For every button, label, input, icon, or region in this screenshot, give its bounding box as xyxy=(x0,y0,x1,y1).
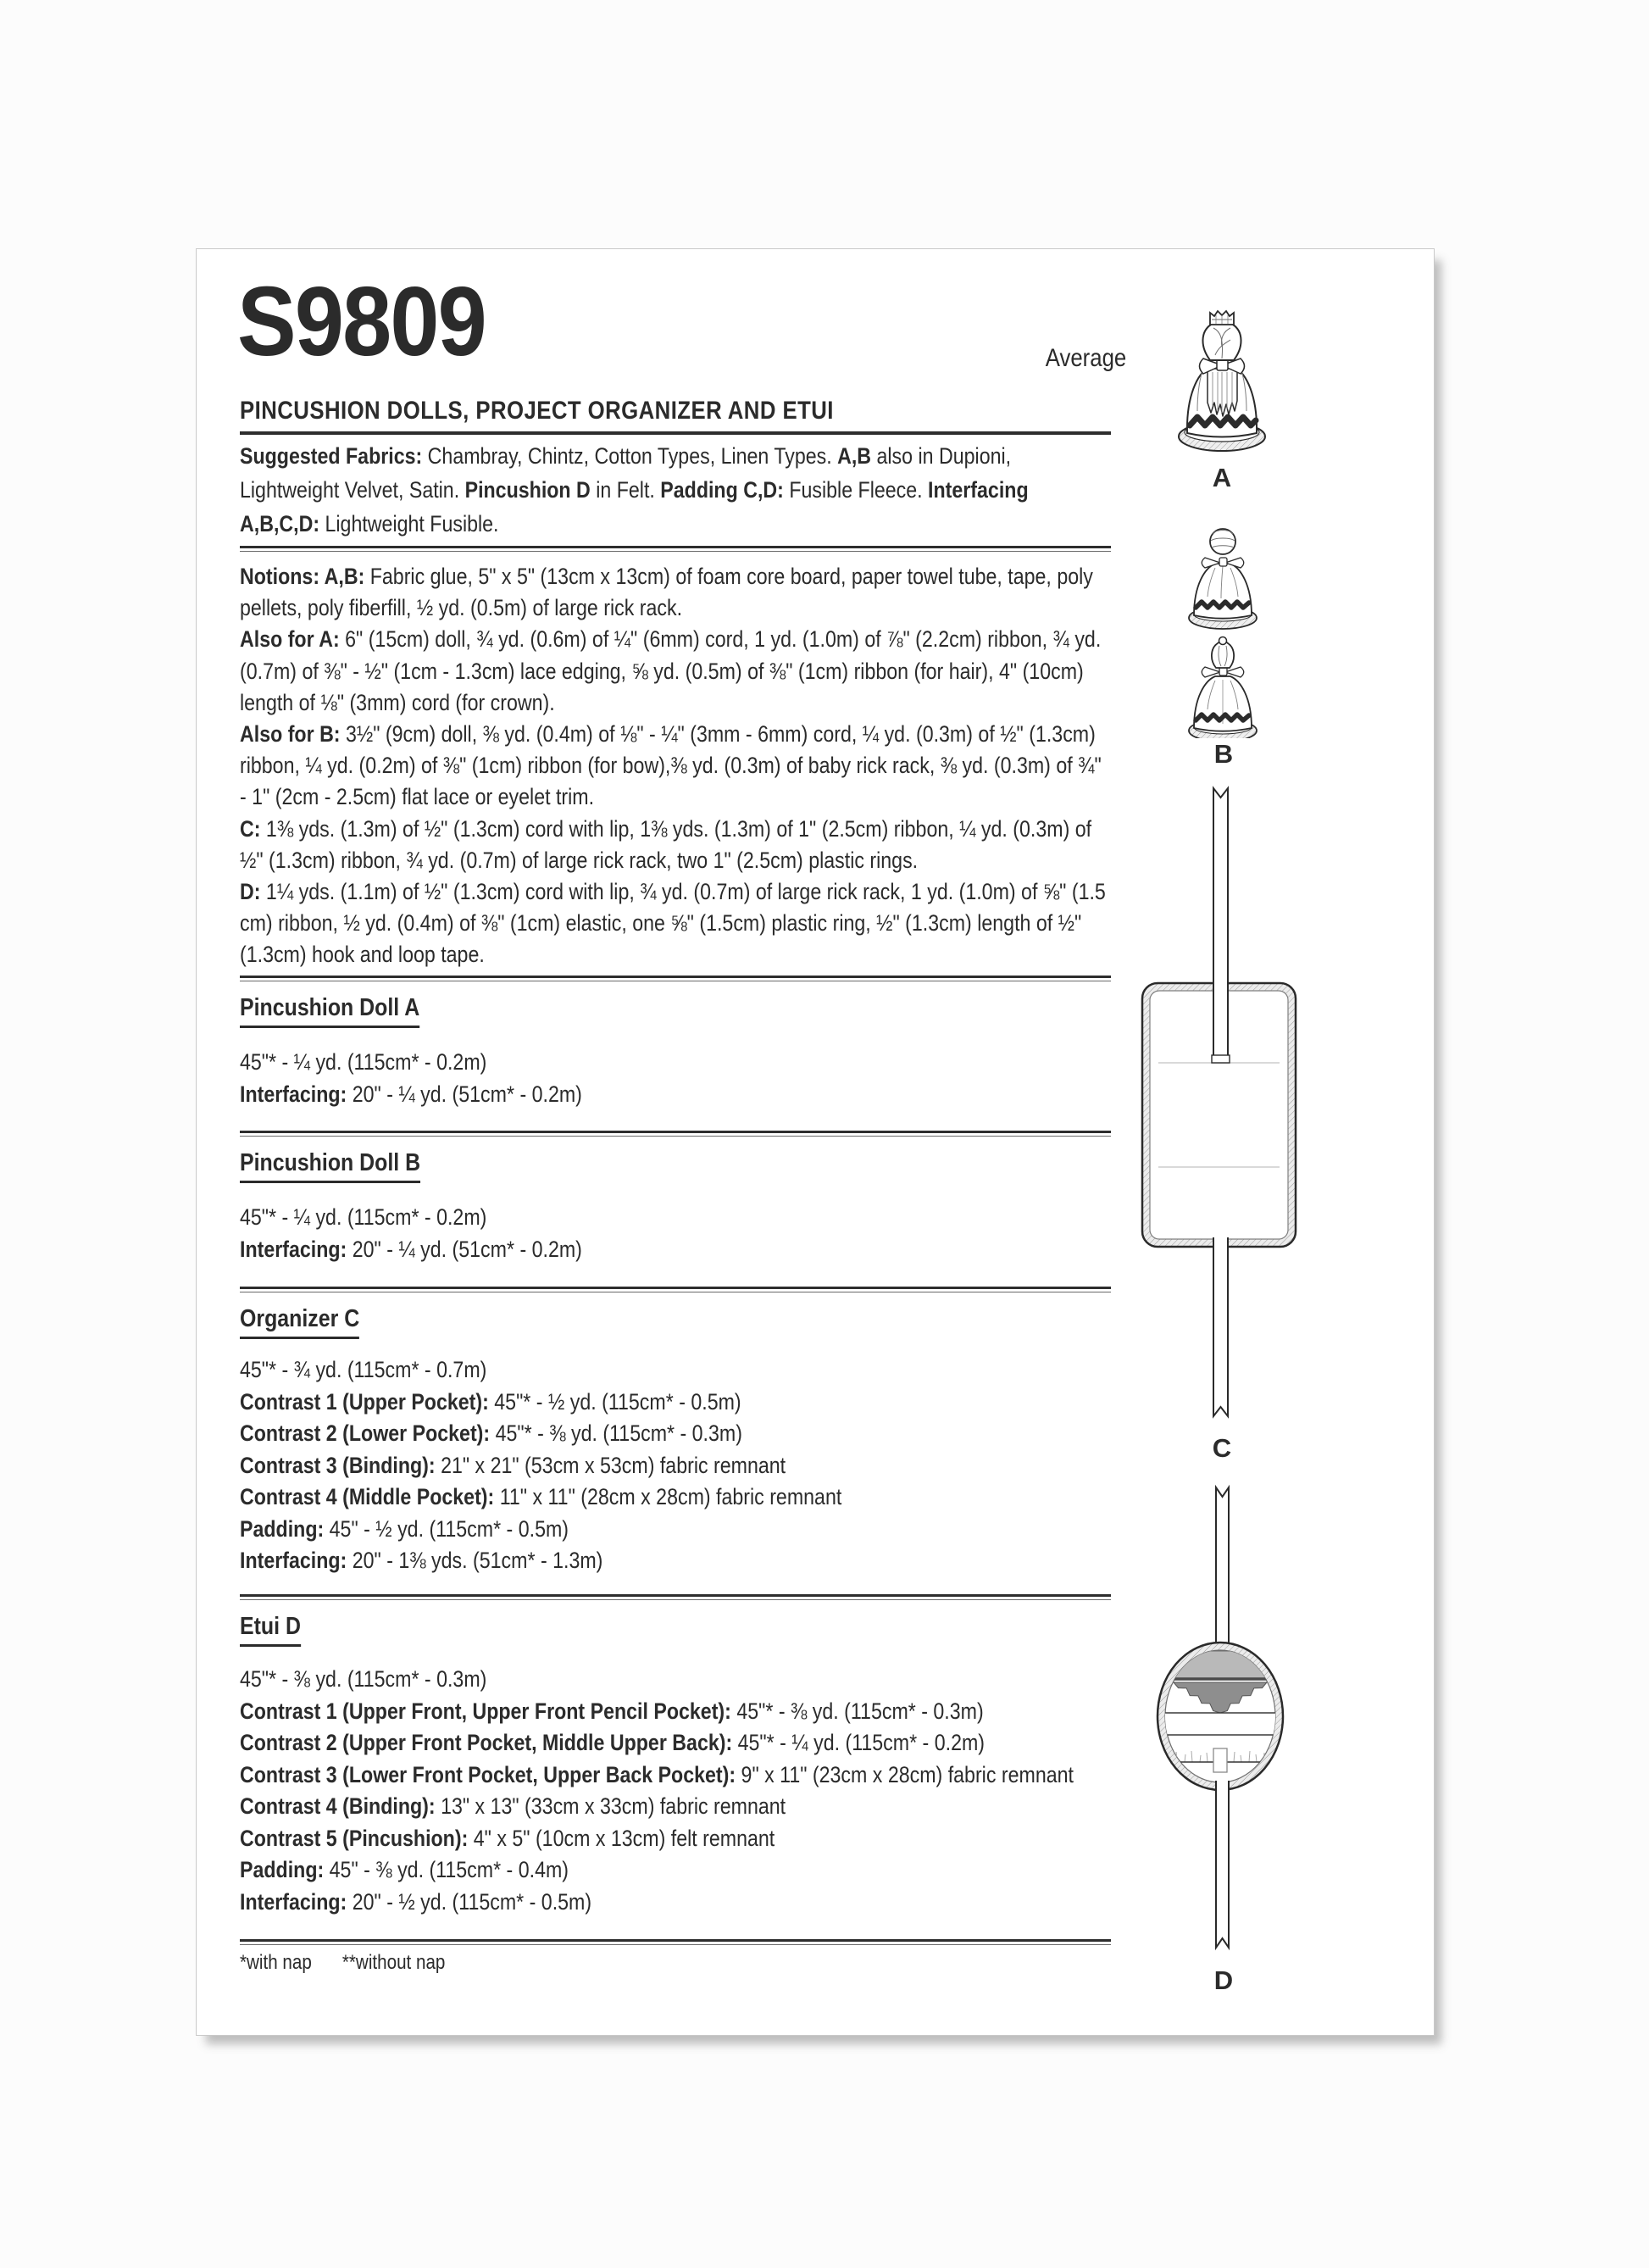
text-line: 45"* - ¾ yd. (115cm* - 0.7m) xyxy=(240,1357,487,1382)
organizer-hanging-strap-bottom xyxy=(1213,1237,1228,1416)
text-line: 45"* - ⅜ yd. (115cm* - 0.3m) xyxy=(240,1666,487,1692)
text-line: Interfacing: 20" - 1⅜ yds. (51cm* - 1.3m) xyxy=(240,1548,603,1573)
footnote-with-nap: *with nap xyxy=(240,1951,312,1974)
text-line: C: 1⅜ yds. (1.3m) of ½" (1.3cm) cord with lip, 1⅜ yds. (1.3m) of 1" (2.5cm) ribbon, ¼ yd. (0.3m) of ½" (1.3cm) ribbon, ¾ yd. (0.7m) of large rick rack, two 1" (2.5cm) plastic rings. xyxy=(240,815,1092,873)
section-rule xyxy=(240,976,1111,981)
notions-block xyxy=(240,561,1110,971)
etui-pocket-band xyxy=(1158,1713,1282,1735)
doll-b-illustration xyxy=(1183,522,1263,738)
organizer-hanging-strap-top xyxy=(1213,788,1228,1063)
figure-label-d: D xyxy=(1213,1965,1234,1995)
doll-a-illustration xyxy=(1173,287,1279,470)
etui-hanging-strap-top xyxy=(1216,1487,1229,1652)
text-line: Contrast 3 (Binding): 21" x 21" (53cm x 53cm) fabric remnant xyxy=(240,1452,786,1478)
text-line: Also for B: 3½" (9cm) doll, ⅜ yd. (0.4m) of ⅛" - ¼" (3mm - 6mm) cord, ¼ yd. (0.3m) of ½" (1.3cm) ribbon, ¼ yd. (0.2m) of ⅜" (1cm) ribbon (for bow),⅜ yd. (0.3m) of baby rick rack, ⅜ yd. (0.3m) of ¾" - 1" (2cm - 2.5cm) flat lace or eyelet trim. xyxy=(240,721,1102,810)
section-heading-etui-d: Etui D xyxy=(240,1613,1110,1647)
text-line: Contrast 5 (Pincushion): 4" x 5" (10cm x 13cm) felt remnant xyxy=(240,1825,775,1851)
section-rule xyxy=(240,1131,1111,1137)
text-line: 45"* - ¼ yd. (115cm* - 0.2m) xyxy=(240,1204,487,1230)
footnote-without-nap: **without nap xyxy=(341,1951,446,1974)
text-line: Interfacing: 20" - ½ yd. (115cm* - 0.5m) xyxy=(240,1888,592,1915)
section-heading-doll-a: Pincushion Doll A xyxy=(240,994,1110,1028)
text-line: Interfacing: 20" - ¼ yd. (51cm* - 0.2m) xyxy=(240,1236,582,1262)
suggested-fabrics-paragraph: Suggested Fabrics: Chambray, Chintz, Cotton Types, Linen Types. A,B also in Dupioni, Lightweight Velvet, Satin. Pincushion D in Felt. Padding C,D: Fusible Fleece. Interfacing A,B,C,D: Lightweight Fusible. xyxy=(240,443,1029,536)
title-rule xyxy=(240,431,1111,435)
footnote-rule xyxy=(240,1939,1111,1945)
text-line: 45"* - ¼ yd. (115cm* - 0.2m) xyxy=(240,1049,487,1075)
section-lines-organizer-c xyxy=(240,1354,1110,1577)
text-line: Contrast 3 (Lower Front Pocket, Upper Back Pocket): 9" x 11" (23cm x 28cm) fabric remnant xyxy=(240,1761,1074,1787)
figure-label-b: B xyxy=(1213,739,1234,769)
text-line: Contrast 4 (Middle Pocket): 11" x 11" (28cm x 28cm) fabric remnant xyxy=(240,1484,842,1509)
text-line: Contrast 1 (Upper Pocket): 45"* - ½ yd. (115cm* - 0.5m) xyxy=(240,1388,741,1415)
figure-label-c: C xyxy=(1212,1433,1232,1463)
text-line: Notions: A,B: Fabric glue, 5" x 5" (13cm x 13cm) of foam core board, paper towel tube, tape, poly pellets, poly fiberfill, ½ yd. (0.5m) of large rick rack. xyxy=(240,564,1093,621)
section-heading-organizer-c: Organizer C xyxy=(240,1305,1110,1339)
text-line: Contrast 4 (Binding): 13" x 13" (33cm x 33cm) fabric remnant xyxy=(240,1793,786,1819)
section-rule xyxy=(240,546,1111,552)
difficulty-label: Average xyxy=(1045,344,1127,372)
footnote xyxy=(240,1951,1110,1975)
organizer-c-illustration xyxy=(1136,783,1306,1427)
section-rule xyxy=(240,1594,1111,1600)
text-line: Interfacing: 20" - ¼ yd. (51cm* - 0.2m) xyxy=(240,1081,582,1107)
text-line: Contrast 1 (Upper Front, Upper Front Pencil Pocket): 45"* - ⅜ yd. (115cm* - 0.3m) xyxy=(240,1698,984,1724)
etui-d-illustration xyxy=(1152,1482,1300,1953)
section-lines-etui-d xyxy=(240,1664,1110,1918)
text-line: Contrast 2 (Lower Pocket): 45"* - ⅜ yd. (115cm* - 0.3m) xyxy=(240,1420,742,1446)
text-line: Padding: 45" - ⅜ yd. (115cm* - 0.4m) xyxy=(240,1857,569,1882)
section-heading-doll-b: Pincushion Doll B xyxy=(240,1149,1110,1183)
etui-hanging-strap-bottom xyxy=(1216,1781,1229,1948)
pattern-page xyxy=(196,248,1435,2036)
text-line: Contrast 2 (Upper Front Pocket, Middle Upper Back): 45"* - ¼ yd. (115cm* - 0.2m) xyxy=(240,1730,986,1755)
etui-hook-loop-tab xyxy=(1213,1748,1227,1772)
section-lines-doll-a xyxy=(240,1047,1110,1110)
section-rule xyxy=(240,1287,1111,1292)
pattern-code: S9809 xyxy=(237,266,486,376)
text-line: Also for A: 6" (15cm) doll, ¾ yd. (0.6m) of ¼" (6mm) cord, 1 yd. (1.0m) of ⅞" (2.2cm) ribbon, ¾ yd. (0.7m) of ⅜" - ½" (1cm - 1.3cm) lace edging, ⅝ yd. (0.5m) of ⅜" (1cm) ribbon (for hair), 4" (10cm) length of ⅛" (3mm) cord (for crown). xyxy=(240,626,1102,715)
text-line: Padding: 45" - ½ yd. (115cm* - 0.5m) xyxy=(240,1515,569,1542)
section-lines-doll-b xyxy=(240,1202,1110,1265)
pattern-title: PINCUSHION DOLLS, PROJECT ORGANIZER AND ETUI xyxy=(240,397,834,425)
text-line: D: 1¼ yds. (1.1m) of ½" (1.3cm) cord with lip, ¾ yd. (0.7m) of large rick rack, 1 yd. (1.0m) of ⅝" (1.5 cm) ribbon, ½ yd. (0.4m) of ⅜" (1cm) elastic, one ⅝" (1.5cm) plastic ring, ½" (1.3cm) length of ½" (1.3cm) hook and loop tape. xyxy=(240,879,1106,968)
figure-label-a: A xyxy=(1212,463,1232,492)
